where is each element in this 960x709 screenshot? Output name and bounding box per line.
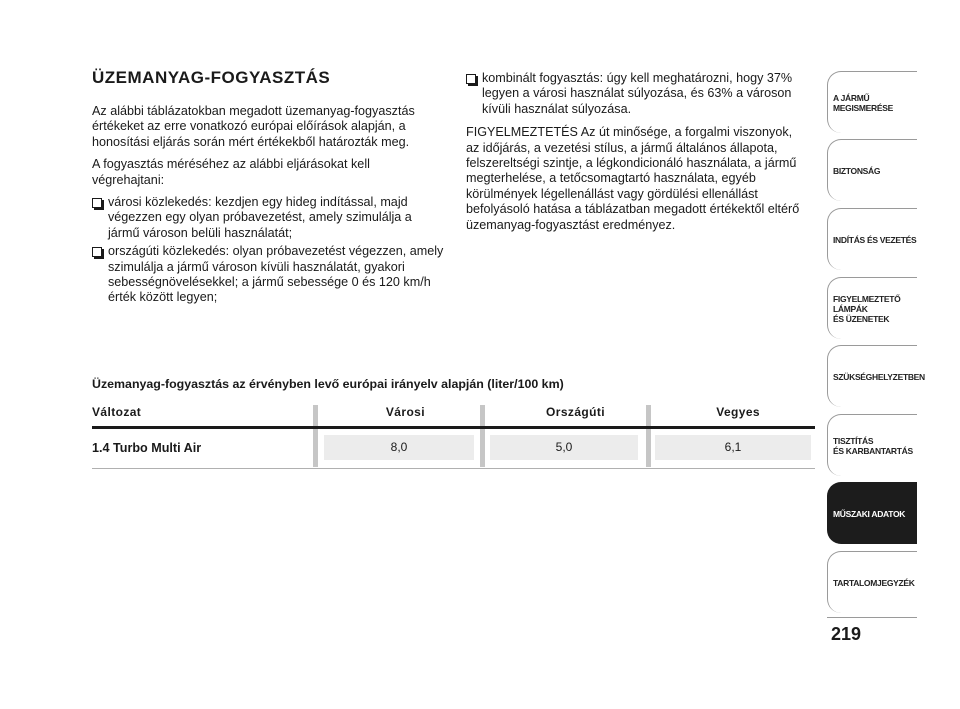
checkbox-bullet-icon [466, 74, 476, 84]
header-model: Változat [92, 405, 142, 419]
right-column [466, 71, 806, 240]
tab-warning-lights[interactable]: FIGYELMEZTETŐ LÁMPÁK ÉS ÜZENETEK [827, 277, 917, 339]
tab-emergency[interactable]: SZÜKSÉGHELYZETBEN [827, 345, 917, 407]
warning-paragraph: FIGYELMEZTETÉS Az út minősége, a forgalmi viszonyok, az időjárás, a vezetési stílus, a jármű általános állapota, felszereltségi szintje, a légkondicionáló használata, a jármű megterhelése, a tetőcsomagtartó használata, egyéb körülmények légellenállást vagy gördülési ellenállást befolyásoló hatása a táblázatban megadott értékektől eltérő üzemanyag-fogyasztást eredményez. [466, 125, 800, 232]
header-city: Városi [385, 405, 425, 419]
bullet-text: kombinált fogyasztás: úgy kell meghatározni, hogy 37% legyen a városi használat súlyozása, és 63% a városon kívüli használat súlyozása. [482, 71, 793, 116]
tab-safety[interactable]: BIZTONSÁG [827, 139, 917, 201]
bullet-text: országúti közlekedés: olyan próbavezetést végezzen, amely szimulálja a jármű városon kívüli használatát, gyakori sebességnövelésekkel; a jármű sebessége 0 és 120 km/h érték között legyen; [108, 244, 444, 305]
intro-paragraph: Az alábbi táblázatokban megadott üzemanyag-fogyasztás értékeket az erre vonatkozó európai előírások alapján, a honosítási eljárás során mért értékekből határozták meg. [92, 104, 415, 149]
tab-index[interactable]: TARTALOMJEGYZÉK [827, 551, 917, 613]
tab-technical-data[interactable]: MŰSZAKI ADATOK [827, 482, 917, 544]
cell-city-value: 8,0 [324, 435, 474, 460]
table-caption: Üzemanyag-fogyasztás az érvényben levő európai irányelv alapján (liter/100 km) [92, 377, 564, 391]
page-title: ÜZEMANYAG-FOGYASZTÁS [92, 68, 331, 87]
bullet-combined-consumption [466, 71, 806, 117]
table-row-model: 1.4 Turbo Multi Air [92, 441, 202, 455]
tabs-bottom-rule [827, 617, 917, 618]
procedure-intro: A fogyasztás méréséhez az alábbi eljárásokat kell végrehajtani: [92, 157, 370, 187]
cell-combined-value: 6,1 [655, 435, 811, 460]
cell-highway-value: 5,0 [490, 435, 638, 460]
tab-vehicle-overview[interactable]: A JÁRMŰ MEGISMERÉSE [827, 71, 917, 133]
bullet-city-driving [92, 195, 444, 241]
tab-starting-driving[interactable]: INDÍTÁS ÉS VEZETÉS [827, 208, 917, 270]
header-rule [92, 426, 815, 429]
bullet-highway-driving [92, 244, 444, 306]
left-column [92, 104, 444, 309]
row-rule [92, 468, 815, 469]
checkbox-bullet-icon [92, 247, 102, 257]
bullet-text: városi közlekedés: kezdjen egy hideg indítással, majd végezzen egy olyan próbavezetést, amely szimulálja a jármű városon belüli használatát; [108, 195, 412, 240]
tab-maintenance[interactable]: TISZTÍTÁS ÉS KARBANTARTÁS [827, 414, 917, 476]
column-separator [313, 405, 318, 467]
header-highway: Országúti [546, 405, 605, 419]
header-combined: Vegyes [716, 405, 760, 419]
checkbox-bullet-icon [92, 198, 102, 208]
page-number: 219 [830, 624, 862, 644]
